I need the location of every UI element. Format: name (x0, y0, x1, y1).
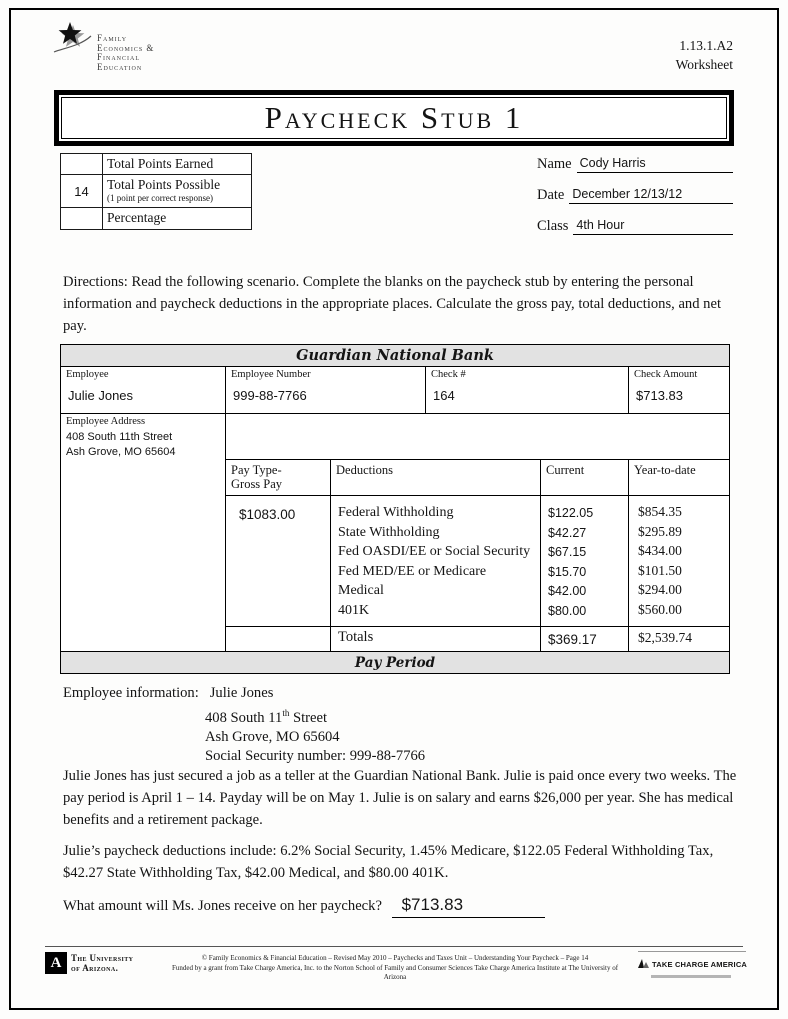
deduction-ytd: $854.35 (638, 504, 682, 519)
points-possible-subtext: (1 point per correct response) (107, 193, 213, 203)
employee-value: Julie Jones (68, 388, 134, 403)
employee-cell (61, 367, 226, 413)
university-of-arizona-logo (45, 952, 133, 974)
deductions-header: Deductions (331, 460, 541, 495)
pay-period-footer: Pay Period (61, 651, 729, 673)
university-of-arizona-text (71, 953, 133, 973)
take-charge-america-tagline (651, 975, 731, 978)
ytd-header: Year-to-date (634, 463, 696, 477)
pay-type-header-line2: Gross Pay (231, 477, 283, 491)
employee-information-label: Employee information: (63, 685, 199, 701)
points-row-percentage (61, 208, 251, 229)
take-charge-america-icon (638, 955, 649, 973)
check-number-cell (426, 367, 629, 413)
footer-divider (45, 946, 743, 947)
employee-information-address (205, 704, 425, 728)
deduction-current: $15.70 (548, 564, 587, 579)
answer-field: $713.83 (392, 895, 545, 918)
check-number-value: 164 (433, 388, 455, 403)
doc-type: Worksheet (675, 57, 733, 72)
employee-information-city: Ash Grove, MO 65604 (205, 728, 340, 745)
star-logo-icon (50, 18, 94, 72)
deduction-current: $122.05 (548, 506, 594, 520)
date-field: December 12/13/12 (569, 187, 733, 204)
footer-funding-line: Funded by a grant from Take Charge America, Inc. to the Norton School of Family and Consumer Sciences Take Charge America Institute at The University of Arizona (171, 963, 619, 981)
employee-row (61, 367, 729, 414)
totals-label: Totals (331, 627, 541, 651)
points-possible-value: 14 (61, 175, 103, 207)
pay-type-header-line1: Pay Type- (231, 463, 282, 477)
class-row (537, 214, 733, 235)
points-possible-label-text: Total Points Possible (107, 177, 221, 192)
question-text: What amount will Ms. Jones receive on her paycheck? (63, 898, 382, 914)
current-header: Current (541, 460, 629, 495)
date-row (537, 183, 733, 204)
student-info-block (537, 152, 733, 245)
pay-type-header (226, 460, 331, 495)
footer-credits (164, 954, 626, 983)
page-title: Paycheck Stub 1 (264, 100, 524, 135)
deduction-name: Federal Withholding (338, 505, 454, 520)
deduction-name: 401K (338, 602, 370, 618)
points-percentage-label: Percentage (107, 210, 167, 225)
arizona-a-icon: A (45, 952, 67, 974)
question-row (63, 895, 545, 918)
class-field: 4th Hour (573, 218, 733, 235)
deduction-name: Medical (338, 583, 384, 599)
points-earned-cell (61, 154, 103, 174)
check-amount-cell (629, 367, 729, 413)
employee-information-ssn: Social Security number: 999-88-7766 (205, 748, 426, 765)
pay-section-spacer (226, 414, 729, 460)
points-percentage-cell (61, 208, 103, 229)
points-row-possible (61, 175, 251, 208)
deduction-current: $42.27 (548, 525, 587, 540)
take-charge-america-logo (638, 951, 746, 978)
totals-empty-cell (226, 627, 331, 651)
deduction-ytd: $101.50 (638, 562, 682, 578)
address-street-post: Street (289, 709, 328, 726)
points-possible-label (103, 175, 251, 207)
paycheck-stub (60, 344, 730, 674)
deduction-current: $42.00 (548, 584, 587, 599)
points-table (60, 153, 252, 230)
deduction-name: State Withholding (338, 524, 440, 540)
pay-body-row (226, 496, 729, 626)
points-row-earned (61, 154, 251, 175)
deduction-ytd: $294.00 (638, 582, 682, 598)
name-label: Name (537, 156, 572, 172)
logo-line: Family (97, 33, 128, 43)
pay-header-row (226, 460, 729, 496)
footer-copyright-line: © Family Economics & Financial Education – Revised May 2010 – Paychecks and Taxes Unit – Understanding Your Paycheck – Page 14 (201, 954, 589, 962)
deductions-paragraph: Julie’s paycheck deductions include: 6.2% Social Security, 1.45% Medicare, $122.05 Federal Withholding Tax, $42.27 State Withholding Tax, $42.00 Medical, and $80.00 401K. (63, 843, 714, 881)
fefe-logo (50, 18, 154, 72)
check-amount-label: Check Amount (634, 369, 698, 380)
deduction-current-column (541, 496, 629, 626)
pay-section (226, 414, 729, 651)
logo-line: Economics & (97, 42, 155, 53)
gross-pay-value: $1083.00 (226, 496, 331, 626)
deduction-ytd: $434.00 (638, 543, 682, 559)
employee-address-label: Employee Address (66, 416, 146, 427)
employee-address-line2: Ash Grove, MO 65604 (66, 446, 176, 458)
employee-address-line1: 408 South 11th Street (66, 431, 173, 443)
deduction-ytd: $560.00 (638, 601, 682, 617)
address-street-sup: th (282, 707, 290, 718)
deduction-name: Fed OASDI/EE or Social Security (338, 544, 531, 560)
name-row (537, 152, 733, 173)
deduction-ytd-column (629, 496, 729, 626)
bank-name-header: Guardian National Bank (61, 345, 729, 367)
employee-address-cell (61, 414, 226, 651)
deduction-name: Fed MED/EE or Medicare (338, 563, 487, 579)
deduction-ytd: $295.89 (638, 523, 682, 539)
employee-number-cell (226, 367, 426, 413)
university-line1: The University (71, 953, 134, 963)
class-label: Class (537, 218, 569, 234)
deduction-names-column (331, 496, 541, 626)
totals-current-value: $369.17 (541, 627, 629, 651)
employee-number-label: Employee Number (231, 369, 311, 380)
university-line2: of Arizona. (71, 963, 119, 973)
deduction-current: $80.00 (548, 603, 587, 618)
doc-code: 1.13.1.A2 (679, 38, 733, 53)
logo-line: Education (97, 61, 143, 72)
employee-label: Employee (66, 369, 109, 380)
deduction-current: $67.15 (548, 545, 587, 560)
fefe-logo-text (97, 34, 154, 72)
employee-information-line1 (63, 684, 425, 704)
employee-number-value: 999-88-7766 (233, 388, 307, 403)
name-field: Cody Harris (577, 156, 733, 173)
totals-ytd-value: $2,539.74 (638, 630, 692, 645)
totals-row (226, 626, 729, 651)
directions-paragraph: Directions: Read the following scenario. Complete the blanks on the paycheck stub by entering the personal information and paycheck deductions in the appropriate places. Calculate the gross pay, total deductions, and net pay. (63, 274, 721, 334)
document-id (676, 36, 733, 74)
stub-lower-section (61, 414, 729, 651)
title-banner (54, 90, 734, 146)
logo-line: Financial (97, 52, 141, 62)
scenario-paragraph: Julie Jones has just secured a job as a teller at the Guardian National Bank. Julie is paid once every two weeks. The pay period is April 1 – 14. Payday will be on May 1. Julie is on salary and earns $26,000 per year. She has medical benefits and a retirement package. (63, 768, 737, 828)
take-charge-america-text: TAKE CHARGE AMERICA (652, 959, 748, 969)
points-earned-label: Total Points Earned (107, 156, 214, 171)
address-street-pre: 408 South 11 (205, 709, 283, 726)
check-number-label: Check # (431, 369, 466, 380)
employee-information-block (63, 684, 425, 767)
check-amount-value: $713.83 (636, 388, 683, 403)
employee-information-name: Julie Jones (209, 685, 274, 701)
date-label: Date (537, 187, 565, 203)
